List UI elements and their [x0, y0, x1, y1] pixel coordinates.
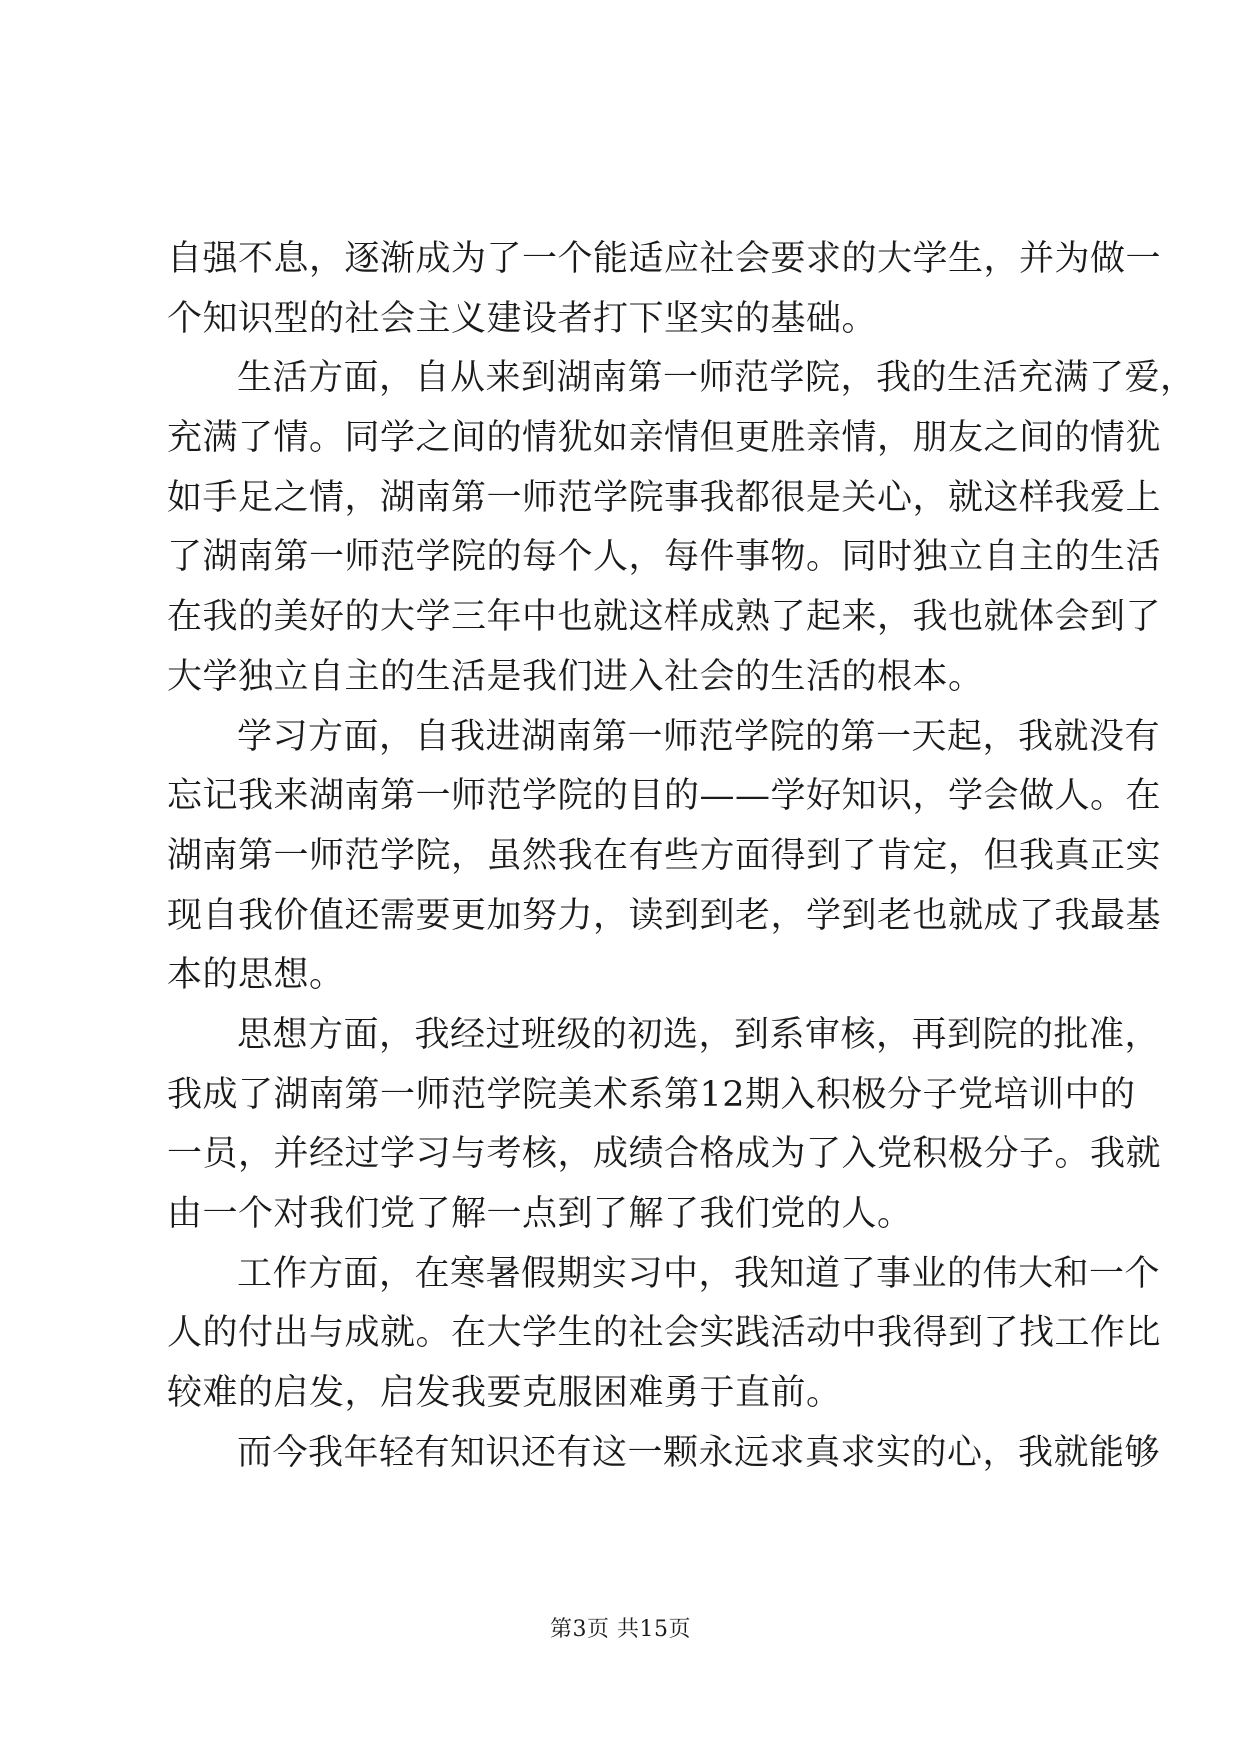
- text-line: 大学独立自主的生活是我们进入社会的生活的根本。: [167, 656, 984, 697]
- text-line: 自强不息，逐渐成为了一个能适应社会要求的大学生，并为做一: [167, 239, 1162, 279]
- text-line: 个知识型的社会主义建设者打下坚实的基础。: [167, 298, 878, 339]
- paragraph-start-line: 而今我年轻有知识还有这一颗永远求真求实的心，我就能够: [237, 1432, 1161, 1473]
- paragraph-start-line: 工作方面，在寒暑假期实习中，我知道了事业的伟大和一个: [237, 1253, 1161, 1294]
- text-line: 现自我价值还需要更加努力，读到到老，学到老也就成了我最基: [167, 895, 1162, 936]
- text-line: 本的思想。: [167, 955, 345, 996]
- text-line: 如手足之情，湖南第一师范学院事我都很是关心，就这样我爱上: [167, 477, 1162, 518]
- text-line: 较难的启发，启发我要克服困难勇于直前。: [167, 1373, 842, 1414]
- text-line: 忘记我来湖南第一师范学院的目的——学好知识，学会做人。在: [167, 776, 1162, 817]
- paragraph-start-line: 生活方面，自从来到湖南第一师范学院，我的生活充满了爱，: [237, 358, 1196, 399]
- document-body: [167, 230, 1196, 1483]
- text-line: 湖南第一师范学院，虽然我在有些方面得到了肯定，但我真正实: [167, 835, 1162, 876]
- paragraph-start-line: 学习方面，自我进湖南第一师范学院的第一天起，我就没有: [237, 716, 1161, 757]
- text-line: 充满了情。同学之间的情犹如亲情但更胜亲情，朋友之间的情犹: [167, 418, 1162, 459]
- page-footer: [0, 1612, 1241, 1643]
- text-line: 由一个对我们党了解一点到了解了我们党的人。: [167, 1194, 913, 1234]
- text-line: 一员，并经过学习与考核，成绩合格成为了入党积极分子。我就: [167, 1134, 1162, 1175]
- text-line: 我成了湖南第一师范学院美术系第12期入积极分子党培训中的: [167, 1074, 1136, 1115]
- paragraph-start-line: 思想方面，我经过班级的初选，到系审核，再到院的批准，: [237, 1014, 1161, 1055]
- page-number: 第3页 共15页: [550, 1617, 691, 1642]
- text-line: 在我的美好的大学三年中也就这样成熟了起来，我也就体会到了: [167, 597, 1162, 638]
- text-line: 人的付出与成就。在大学生的社会实践活动中我得到了找工作比: [167, 1313, 1162, 1354]
- text-line: 了湖南第一师范学院的每个人，每件事物。同时独立自主的生活: [167, 537, 1162, 578]
